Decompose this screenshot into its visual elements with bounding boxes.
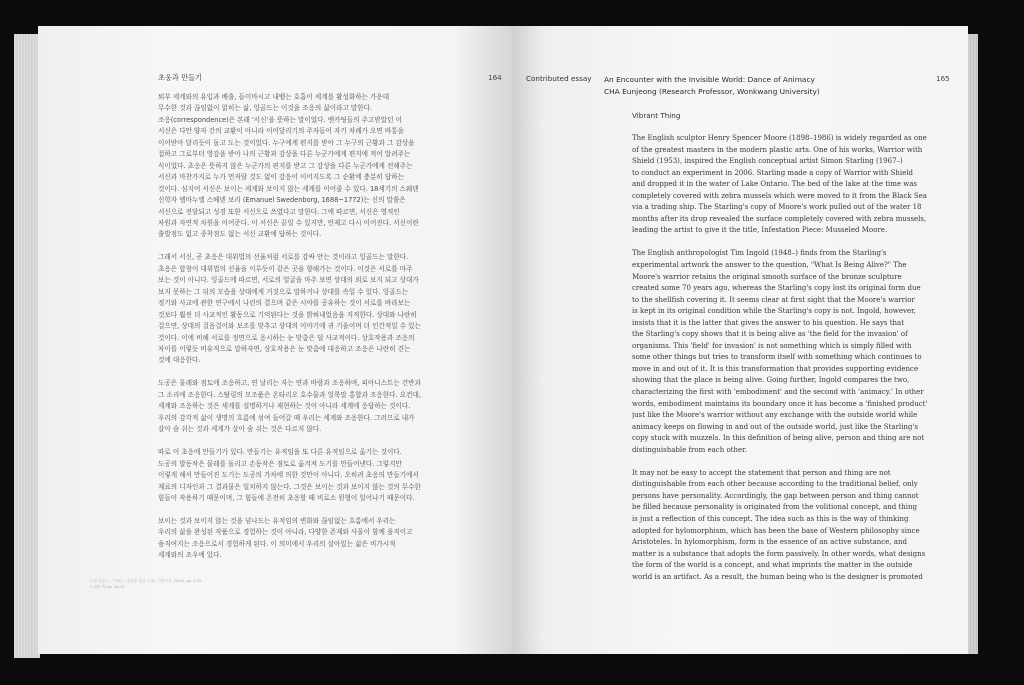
- english-text-line: organisms. This 'field' for invasion' is not something which is simply filled with: [632, 341, 912, 350]
- korean-paragraph: [158, 92, 508, 241]
- english-text-line: the form of the world is a concept, and what imprints the matter in the outside: [632, 561, 913, 570]
- korean-text-line: 따로 이 초응에 만들기가 있다. 만들기는 유적임을 또 다른 유적임으로 옮기는 것이다.: [158, 448, 402, 457]
- korean-text-line: 서신과 마찬가지로 누가 먼저랄 것도 없이 감응이 이어지도록 그 순환에 충분히 답하는: [158, 173, 404, 182]
- essay-title: An Encounter with the Invisible World: Dance of Animacy: [604, 75, 815, 84]
- english-text-line: copy stuck with muzzels. In this definition of being alive, person and thing are not: [632, 434, 925, 443]
- english-text-line: Aristoteles. In hylomorphism, form is the essence of an active substance, and: [632, 538, 907, 547]
- english-text-line: is just a reflection of this concept. The idea such as this is the way of thinking: [632, 515, 909, 523]
- korean-text-line: 재료의 디자인과 그 결과물은 일치하지 않는다. 그것은 보이는 것과 보이지 않는 것의 무수한: [158, 482, 421, 491]
- essay-heading: [604, 74, 820, 98]
- korean-text-line: 것이다. 이에 비해 서로를 정면으로 응시하는 눈 맞춤은 덜 사교적이다. 상호작용과 조응의: [158, 333, 415, 342]
- english-text-line: distinguishable from each other.: [632, 445, 747, 454]
- korean-text-line: 것에 대응한다.: [158, 356, 201, 365]
- english-body: [632, 110, 966, 595]
- korean-text-line: 우리의 삶을 완성된 작품으로 경험하는 것이 아니라, 다양한 존재와 사물이 함께 움직이고: [158, 528, 413, 537]
- footnote: 1 팀 잉골드, 『조응』, 김현우 옮김 (서울: 가망서사, 2024), pp. 9-32.: [90, 579, 203, 583]
- english-text-line: matter is a substance that adopts the form passively. In other words, what designs: [632, 549, 926, 558]
- korean-text-line: 정기와 사교에 관한 연구에서 나린의 결으며 같은 시야를 공유하는 것이 서로를 바라보는: [158, 299, 411, 308]
- english-text-line: The English anthropologist Tim Ingold (1948–) finds from the Starling's: [632, 249, 887, 258]
- left-page-number: 164: [488, 73, 502, 82]
- korean-paragraph: [158, 516, 508, 562]
- korean-paragraph: [158, 378, 508, 435]
- footnotes: [90, 578, 240, 590]
- korean-text-line: 보이는 것과 보이지 않는 것을 넘나드는 유적임의 변화와 끊임없는 흐름에서 우리는: [158, 516, 396, 525]
- korean-text-line: 도공의 발동작은 물레를 돌리고 손동작은 점토로 옮겨져 도기를 만들어낸다. 그렇지만: [158, 459, 402, 468]
- english-text-line: is kept in its original condition while the Starling's copy is not. Ingold, however,: [632, 307, 916, 316]
- korean-text-line: 살아 숨 쉬는 것과 세계가 살아 숨 쉬는 것은 다르지 않다.: [158, 425, 322, 434]
- korean-text-line: 보는 것이 아니다. 잉골드에 따르면, 서로의 얼굴을 마주 보면 상대의 외로 보지 되고 상대가: [158, 276, 419, 285]
- right-page-number: 165: [936, 74, 950, 83]
- english-text-line: months after its drop revealed the surface completely covered with zebra mussels,: [632, 214, 927, 223]
- left-running-header: 초웅과 만들기: [158, 73, 202, 82]
- korean-text-line: 조응(correspondence)은 본래 '서신'을 뜻하는 말이었다. 엔카팅들의 주고받았던 이: [158, 115, 402, 124]
- korean-paragraph: [158, 252, 508, 367]
- korean-text-line: 움직여지는 조응으로서 경험하게 된다. 이 의미에서 우리의 살아있는 삶은 비가시적: [158, 539, 396, 548]
- korean-text-line: 접하고 그로부터 영감을 받아 나의 근황과 감상을 다른 누군가에게 편지에 적어 알려주는: [158, 150, 411, 159]
- english-text-line: be filled because personality is originated from the volitional concept, and thing: [632, 503, 918, 512]
- korean-text-line: 서신으로 전달되고 성경 또한 서신으로 쓰였다고 말한다. 그에 따르면, 서신은 영적인: [158, 207, 400, 216]
- korean-text-line: 그래서 서신, 곧 초응은 대위법의 선율처럼 서로를 감싸 안는 것이라고 잉골드는 말한다.: [158, 253, 409, 262]
- subheading: Vibrant Thing: [632, 111, 681, 120]
- english-text-line: world is an artifact. As a result, the human being who is the designer is promoted: [632, 572, 923, 581]
- korean-text-line: 차원과 자연적 차원을 이어준다. 이 서신은 끝일 수 있지만, 언제고 다시 이어진다. 서신이란: [158, 218, 419, 227]
- korean-text-line: 무수한 것과 끊임없이 얽히는 삶, 잉골드는 이것을 조응의 삶이라고 말한다.: [158, 104, 373, 113]
- korean-text-line: 것이다. 심지어 서신은 보이는 세계와 보이지 않는 세계를 이어줄 수 있다. 18세기의 스웨덴: [158, 184, 419, 193]
- english-text-line: move in and out of it. It is this transformation that provides supporting evidence: [632, 364, 919, 373]
- korean-text-line: 출발점도 없고 종착점도 없는 서신 교환에 답하는 것이다.: [158, 230, 322, 239]
- left-page: [38, 26, 512, 654]
- footnote: 2 위의 책, pp. 14-15.: [90, 585, 126, 589]
- english-text-line: leading the artist to give it the title, Infestation Piece: Musseled Moore.: [632, 226, 888, 235]
- korean-text-line: 식이었다. 초응은 뜻하지 않은 누군가의 편지를 받고 그 감상을 다른 누군가에게 전해주는: [158, 161, 413, 170]
- korean-text-line: 세계와의 조우에 있다.: [158, 551, 222, 560]
- korean-text-line: 차이를 이렇듯 비유적으로 말하자면, 상호작용은 눈 맞춤에 대응하고 조응은 나란히 걷는: [158, 345, 411, 354]
- english-text-line: to the shellfish covering it. It seems clear at first sight that the Moore's warrior: [632, 295, 915, 304]
- english-text-line: just like the Moore's warrior without any exchange with the outside world while: [632, 411, 918, 420]
- korean-text-line: 초응은 합창이 대위법의 선율을 이루듯이 같은 곳을 향해가는 것이다. 이것은 서로를 마주: [158, 264, 413, 273]
- korean-text-line: 세계와 조응하는 것은 세계를 설명하거나 재현하는 것이 아니라 세계에 응답하는 것이다.: [158, 402, 411, 411]
- korean-text-line: 서신은 다만 양자 간의 교환이 아니라 이어달리기의 주자들이 자기 차례가 오면 바통을: [158, 127, 404, 136]
- korean-text-line: 우리의 감각적 삶이 생명의 흐름에 섞여 들어갈 때 우리는 세계와 조응한다. 그러므로 내가: [158, 413, 415, 422]
- korean-paragraph: [158, 447, 508, 504]
- korean-text-line: 것보다 훨씬 더 사교적인 활동으로 기억된다는 것을 밝혀내었음을 지적한다. 상대와 나란히: [158, 310, 417, 319]
- korean-text-line: 이어받아 달리듯이 돌고 도는 것이었다. 누구에게 편지를 받아 그 누구의 근황과 그 감상을: [158, 138, 415, 147]
- korean-text-line: 이렇게 해서 만들어진 도기는 도공의 가차에 의한 것만이 아니다. 오히려 초응의 만들기에서: [158, 471, 419, 480]
- english-text-line: It may not be easy to accept the statement that person and thing are not: [632, 468, 891, 477]
- right-page: [512, 26, 968, 654]
- essay-author: CHA Eunjeong (Research Professor, Wonkwang University): [604, 87, 820, 96]
- english-text-line: completely covered with zebra mussels which were moved to it from the Black Sea: [632, 191, 927, 200]
- english-paragraph: [632, 133, 966, 237]
- english-text-line: showing that the place is being alive. Going further, Ingold compares the two,: [632, 376, 910, 385]
- left-page-edges: [14, 34, 40, 658]
- english-paragraph: [632, 468, 966, 583]
- korean-body-text: [158, 92, 508, 573]
- english-text-line: via a trading ship. The Starling's copy of Moore's work pulled out of the water 18: [632, 203, 922, 212]
- english-text-line: experimental artwork the answer to the question, "What Is Being Alive?" The: [632, 261, 907, 270]
- section-label: Contributed essay: [526, 74, 592, 83]
- korean-text-line: 보지 못하는 그 뒤의 모습을 상대에게 거짓으로 말하거나 상대를 속일 수 있다. 잉골드는: [158, 287, 409, 296]
- english-text-line: animacy keeps on flowing in and out of the outside world, just like the Starling's: [632, 422, 918, 431]
- korean-text-line: 힘들이 작용하기 때문이며, 그 힘들에 온전히 초응할 때 비로소 원형이 일어나기 때문이다.: [158, 494, 415, 502]
- english-paragraphs: [632, 133, 966, 583]
- english-text-line: Moore's warrior retains the original smooth surface of the bronze sculpture: [632, 272, 902, 281]
- korean-text-line: 퇴부 세계와의 유입과 배출, 들이마시고 내뱉는 호흡이 세계를 활성화하는 가운데: [158, 93, 390, 101]
- english-text-line: adopted for hylomorphism, which has been the base of Western philosophy since: [632, 526, 920, 535]
- english-text-line: Shield (1953), inspired the English conceptual artist Simon Starling (1967–): [632, 157, 903, 166]
- english-paragraph: [632, 248, 966, 456]
- korean-text-line: 걸으면, 상대의 걸음걸이와 보조를 맞추고 상대의 이야기에 귀 기울이며 더 인간적일 수 있는: [158, 322, 421, 331]
- english-text-line: persons have personality. Accordingly, the gap between person and thing cannot: [632, 491, 919, 500]
- korean-text-line: 그 소리에 조응한다. 스탈링의 모조품은 온타리오 호수물과 얼룩말 홍합과 조응한다. 요컨대,: [158, 390, 421, 399]
- english-text-line: of the greatest masters in the modern plastic arts. One of his works, Warrior with: [632, 145, 923, 154]
- english-text-line: created some 70 years ago, whereas the Starling's copy lost its original form due: [632, 284, 921, 293]
- english-text-line: characterizing the first with 'embodiment' and the second with 'animacy.' In other: [632, 388, 924, 397]
- english-text-line: to conduct an experiment in 2006. Starling made a copy of Warrior with Shield: [632, 168, 913, 177]
- english-text-line: distinguishable from each other because according to the traditional belief, only: [632, 480, 918, 489]
- korean-text-line: 신학자 엠마누엘 스베덴 보리 (Emanuel Swedenborg, 1688~1772)는 신의 말씀은: [158, 196, 406, 205]
- english-text-line: The English sculptor Henry Spencer Moore (1898–1986) is widely regarded as one: [632, 134, 927, 143]
- english-text-line: some other things but tries to transform itself with something which continues to: [632, 353, 922, 362]
- english-text-line: insists that it is the latter that gives the answer to his question. He says that: [632, 318, 905, 327]
- english-text-line: the Starling's copy shows that it is being alive as 'the field for the invasion' of: [632, 330, 908, 339]
- english-text-line: and dropped it in the water of Lake Ontario. The bed of the lake at the time was: [632, 180, 918, 189]
- english-text-line: words, embodiment maintains its boundary once it has become a 'finished product': [632, 399, 928, 408]
- korean-text-line: 도공은 물레와 점토에 조응하고, 연 날리는 자는 연과 바람과 조응하며, 피아니스트는 건반과: [158, 379, 421, 388]
